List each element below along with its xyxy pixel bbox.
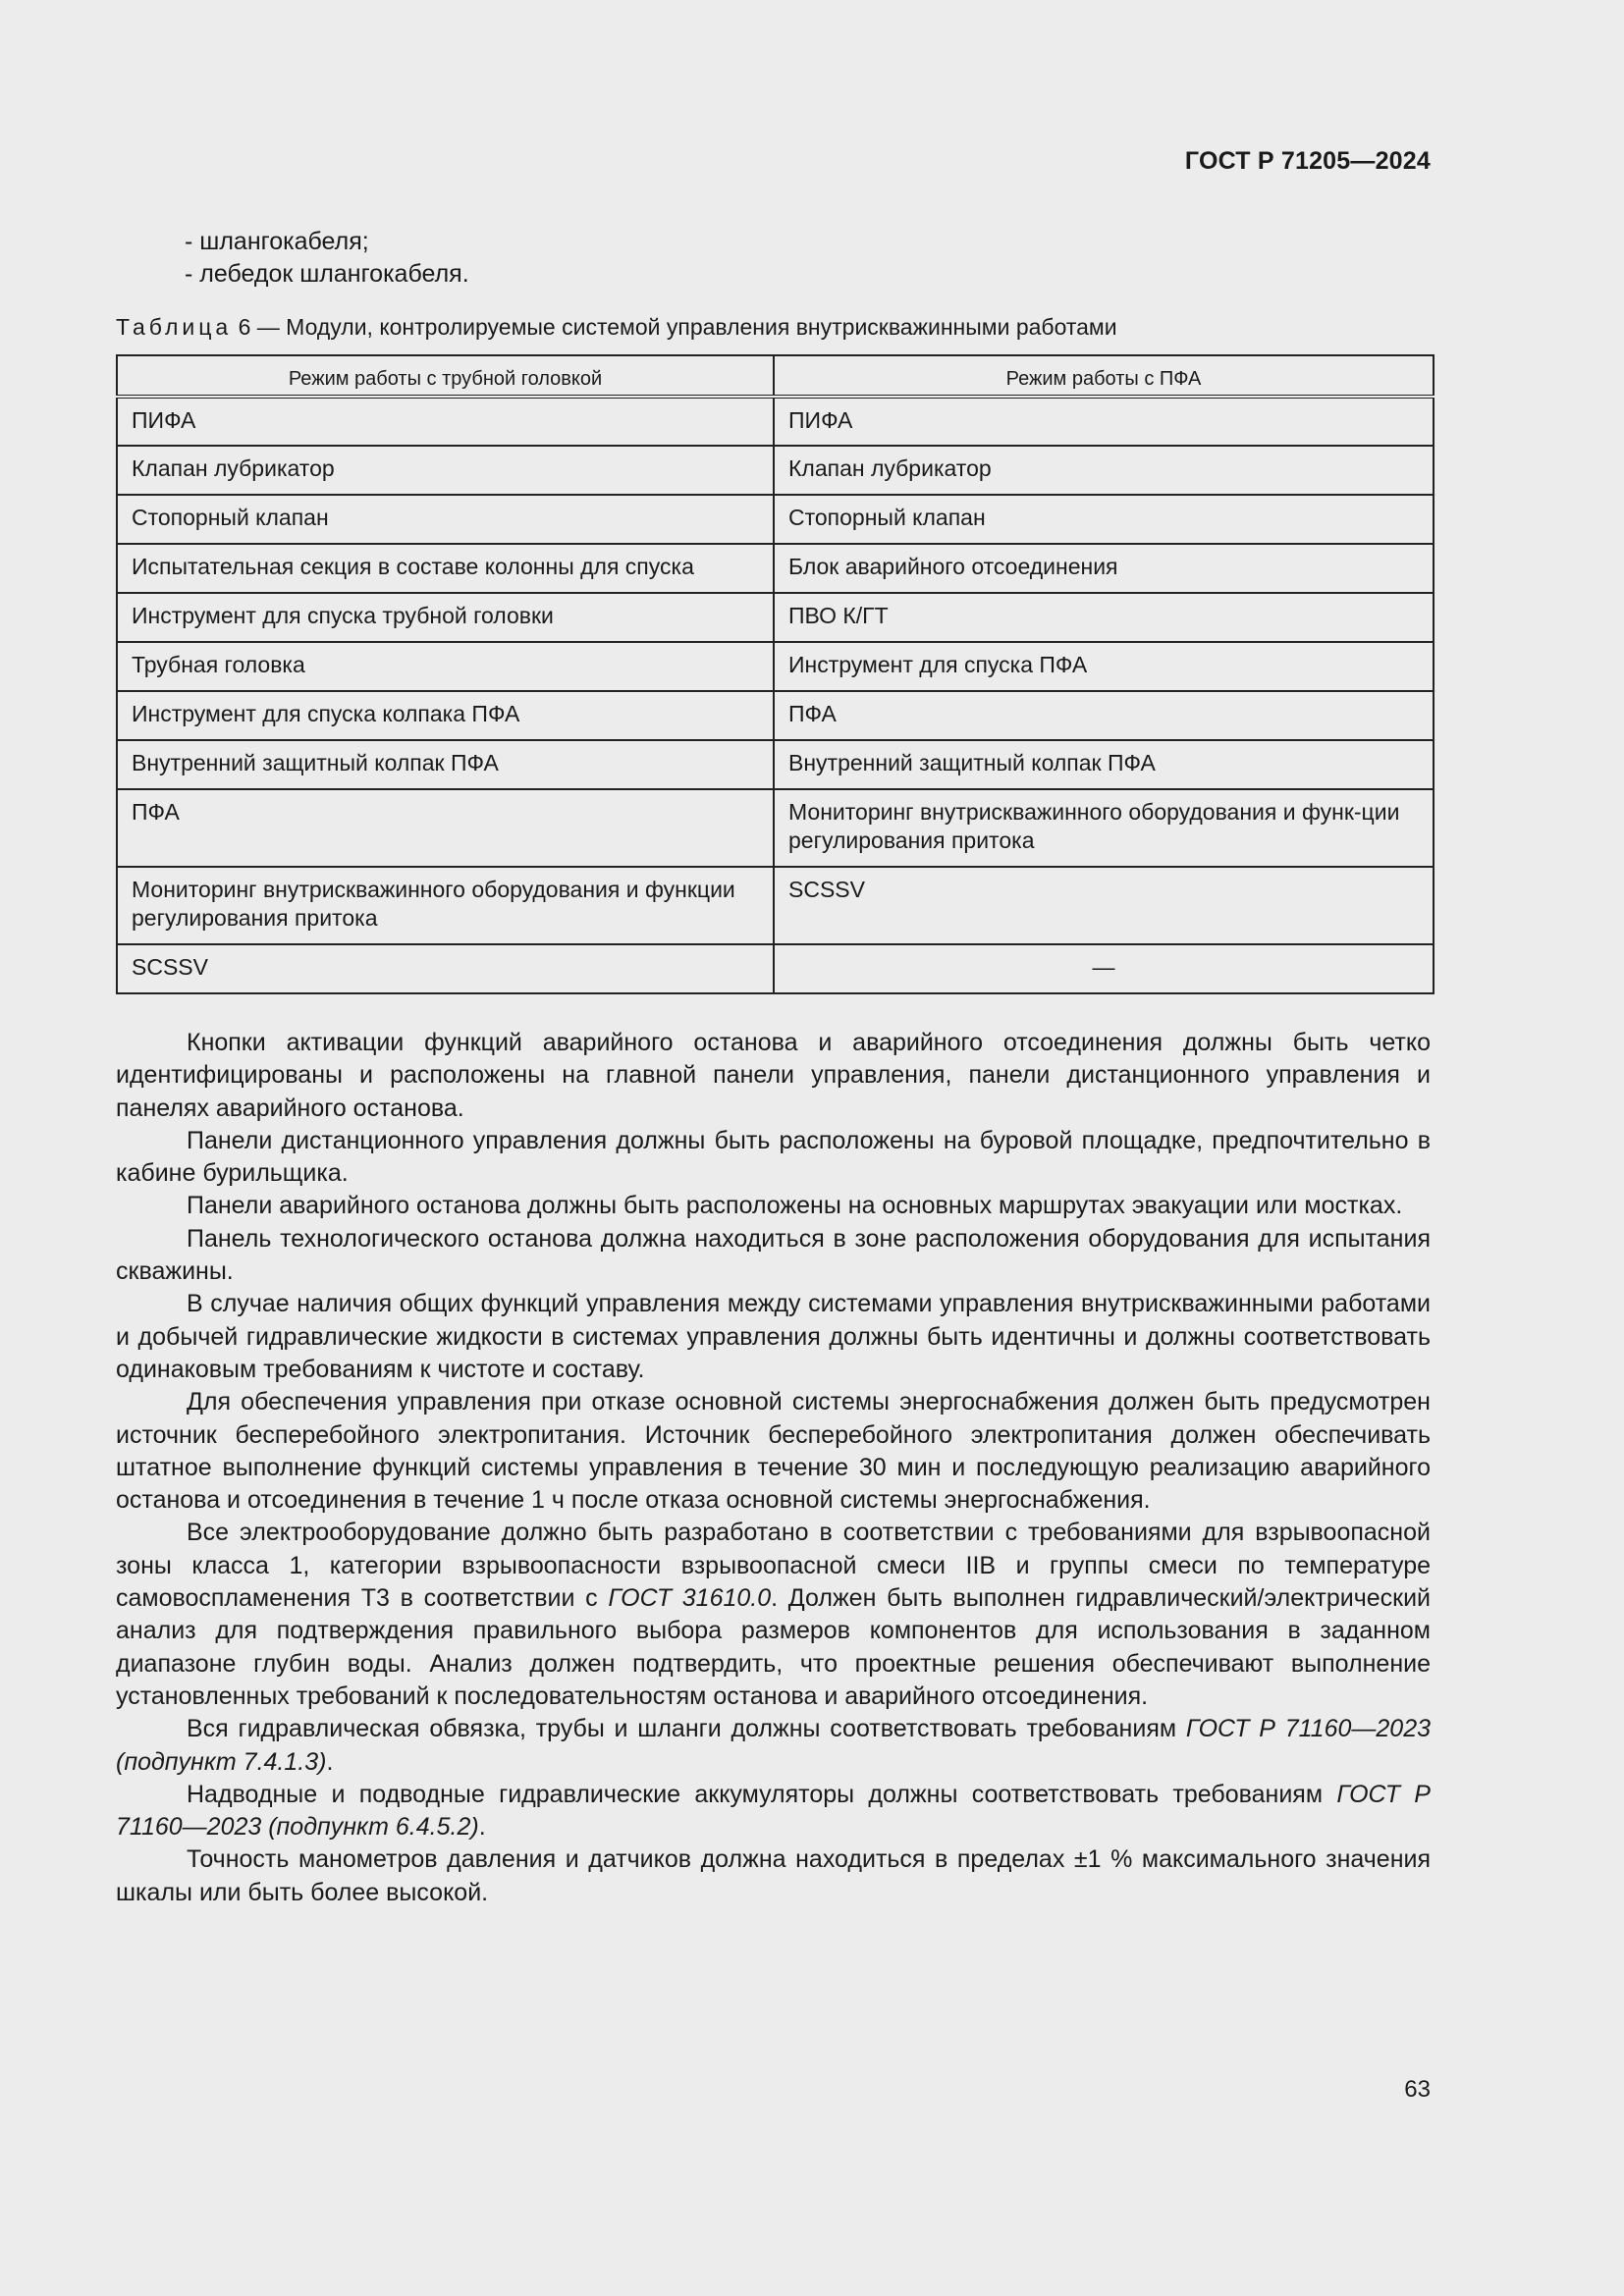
paragraph: Кнопки активации функций аварийного останова и аварийного отсоединения должны быть четко идентифицированы и расположены на главной панели управления, панели дистанционного управления и панелях аварийного останова.: [116, 1029, 1431, 1122]
standard-reference: ГОСТ Р 71160—2023 (подпункт 6.4.5.2): [116, 1780, 1431, 1842]
list-item: - шлангокабеля;: [185, 228, 369, 255]
table-caption-label: Таблица: [116, 314, 233, 340]
column-header: Режим работы с ПФА: [774, 355, 1434, 397]
table-cell: ПФА: [774, 691, 1434, 740]
paragraph: В случае наличия общих функций управления между системами управления внутрискважинными работами и добычей гидравлические жидкости в системах управления должны быть идентичны и должны соответствовать одинаковым требованиям к чистоте и составу.: [116, 1290, 1431, 1383]
table-caption: [116, 314, 1117, 341]
table-cell: —: [774, 944, 1434, 993]
paragraph: Панель технологического останова должна находиться в зоне расположения оборудования для испытания скважины.: [116, 1224, 1431, 1286]
table-row: [117, 642, 1434, 691]
table-cell: ПИФА: [117, 397, 774, 446]
table-row: [117, 789, 1434, 867]
table-cell: SCSSV: [774, 867, 1434, 944]
paragraph: [116, 1713, 1431, 1779]
column-header: Режим работы с трубной головкой: [117, 355, 774, 397]
table-row: [117, 593, 1434, 642]
table-cell: Стопорный клапан: [774, 495, 1434, 544]
page-number: 63: [1404, 2076, 1431, 2103]
table-cell: Мониторинг внутрискважинного оборудования и функции регулирования притока: [117, 867, 774, 944]
paragraph: [116, 1779, 1431, 1844]
table-cell: Внутренний защитный колпак ПФА: [117, 740, 774, 789]
table-row: [117, 397, 1434, 446]
paragraph: [116, 1517, 1431, 1713]
table-cell: ПВО К/ГТ: [774, 593, 1434, 642]
table-caption-text: 6 — Модули, контролируемые системой управления внутрискважинными работами: [232, 314, 1117, 340]
table-cell: Клапан лубрикатор: [774, 446, 1434, 495]
paragraph: Панели дистанционного управления должны быть расположены на буровой площадке, предпочтительно в кабине бурильщика.: [116, 1126, 1431, 1188]
paragraph: Точность манометров давления и датчиков должна находиться в пределах ±1 % максимального значения шкалы или быть более высокой.: [116, 1845, 1431, 1906]
table-cell: SCSSV: [117, 944, 774, 993]
paragraph-text: Все электрооборудование должно быть разработано в соответствии с требованиями для взрывоопасной зоны класса 1, категории взрывоопасности взрывоопасной смеси IIB и группы смеси по температуре самовоспламенения Т3 в соответствии с: [116, 1519, 1431, 1613]
table-cell: Инструмент для спуска колпака ПФА: [117, 691, 774, 740]
table-row: [117, 867, 1434, 944]
table-cell: ПИФА: [774, 397, 1434, 446]
table-cell: Испытательная секция в составе колонны для спуска: [117, 544, 774, 593]
paragraph-text: .: [478, 1813, 486, 1842]
paragraph: Для обеспечения управления при отказе основной системы энергоснабжения должен быть предусмотрен источник бесперебойного электропитания. Источник бесперебойного электропитания должен обеспечивать штатное выполнение функций системы управления в течение 30 мин и последующую реализацию аварийного останова и отсоединения в течение 1 ч после отказа основной системы энергоснабжения.: [116, 1388, 1431, 1515]
modules-table: [116, 354, 1435, 994]
table-row: [117, 691, 1434, 740]
body-text: [116, 1027, 1431, 1909]
table-cell: Мониторинг внутрискважинного оборудования и функ-ции регулирования притока: [774, 789, 1434, 867]
paragraph-text: . Должен быть выполнен гидравлический/электрический анализ для подтверждения правильного выбора размеров компонентов для использования в заданном диапазоне глубин воды. Анализ должен подтвердить, что проектные решения обеспечивают выполнение установленных требований к последовательностям останова и аварийного отсоединения.: [116, 1584, 1431, 1710]
paragraph: Панели аварийного останова должны быть расположены на основных маршрутах эвакуации или мостках.: [187, 1192, 1403, 1220]
table-row: [117, 544, 1434, 593]
table-cell: Клапан лубрикатор: [117, 446, 774, 495]
list-item: - лебедок шлангокабеля.: [185, 260, 469, 288]
table-cell: Инструмент для спуска трубной головки: [117, 593, 774, 642]
table-cell: Блок аварийного отсоединения: [774, 544, 1434, 593]
bullet-list: [185, 226, 469, 291]
table-cell: Инструмент для спуска ПФА: [774, 642, 1434, 691]
standard-reference: ГОСТ 31610.0: [608, 1584, 772, 1613]
table-row: [117, 495, 1434, 544]
standard-code-header: ГОСТ Р 71205—2024: [1184, 147, 1431, 175]
paragraph-text: Вся гидравлическая обвязка, трубы и шланги должны соответствовать требованиям: [187, 1715, 1186, 1743]
table-cell: Стопорный клапан: [117, 495, 774, 544]
paragraph-text: Надводные и подводные гидравлические аккумуляторы должны соответствовать требованиям: [187, 1780, 1337, 1808]
table-row: [117, 740, 1434, 789]
table-cell: Трубная головка: [117, 642, 774, 691]
table-row: [117, 944, 1434, 993]
standard-reference: ГОСТ Р 71160—2023 (подпункт 7.4.1.3): [116, 1715, 1431, 1776]
table-row: [117, 446, 1434, 495]
table-cell: ПФА: [117, 789, 774, 867]
paragraph-text: .: [326, 1747, 334, 1776]
table-header-row: [117, 355, 1434, 397]
table-cell: Внутренний защитный колпак ПФА: [774, 740, 1434, 789]
